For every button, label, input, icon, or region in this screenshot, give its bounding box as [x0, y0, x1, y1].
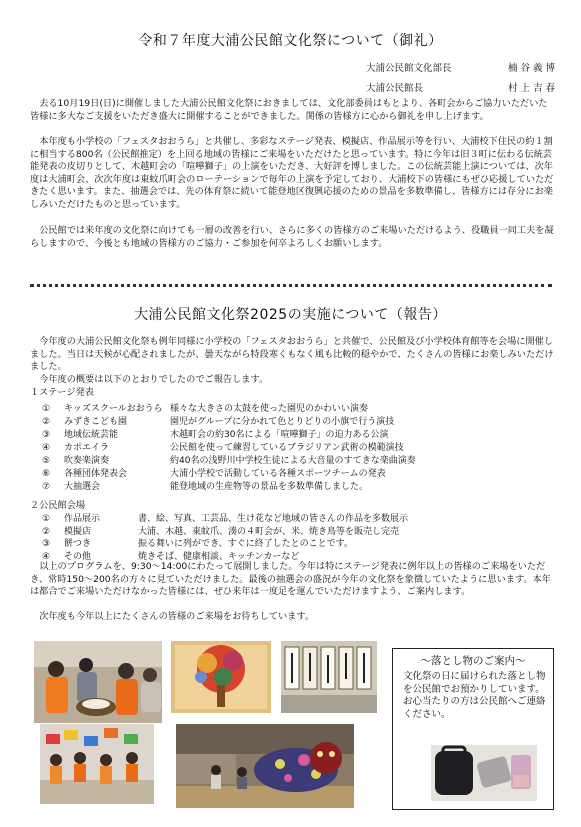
- program-item-number: ⑥: [42, 469, 51, 479]
- program-item-number: ②: [42, 526, 51, 537]
- program-item-name: カポエイラ: [64, 443, 110, 453]
- program-item: [42, 416, 394, 428]
- program-item: [42, 455, 416, 467]
- section2-closing: 以上のプログラムを、9:30～14:00にわたって展開しました。今年は特にステージ発表に例年以上の皆様のご来場をいただき、常時150～200名の方々に見ていただけました。最後の抽選会の盛況が今年の文化祭を象徴していたように思います。本年は都合でご来場いただけなかった皆様には、ぜひ来年は一度足を運んでいただけますよう、ご案内します。: [30, 561, 551, 597]
- program-item: [42, 481, 368, 493]
- stage-heading: １ステージ発表: [30, 387, 94, 398]
- section1-paragraph: 去る10月19日(日)に開催しました大浦公民館文化祭におきましては、文化部委員はもとより、各町会からご協力いただいた皆様に多大なご支援をいただき盛大に開催することができました。関係の皆様方に心から御礼を申し上げます。: [30, 98, 548, 122]
- section2-intro: 今年度の大浦公民館文化祭も例年同様に小学校の「フェスタおおうら」と共催で、公民館及び小学校体育館等を会場に開催しました。当日は天候が心配されましたが、曇天ながら特段寒くもなく風も比較的穏やかで、たくさんの皆様にお楽しみいただけました。: [30, 336, 554, 372]
- program-item-name: 模擬店: [64, 526, 92, 537]
- program-item-number: ⑤: [42, 456, 51, 466]
- program-item: [42, 513, 408, 525]
- mochi-pounding-photo: [34, 641, 162, 723]
- signature-name: 楠 谷 義 博: [507, 63, 555, 74]
- program-item: [42, 429, 388, 441]
- lost-and-found-title: ～落とし物のご案内～: [420, 655, 526, 667]
- program-item-number: ②: [42, 417, 51, 427]
- program-item-name: 餅つき: [64, 539, 92, 549]
- program-item-name: 各種団体発表会: [64, 469, 128, 479]
- program-item-number: ③: [42, 430, 51, 440]
- hall-heading: ２公民館会場: [30, 500, 86, 511]
- calligraphy-exhibit-photo: [281, 641, 377, 713]
- program-item-name: みずきこども園: [64, 417, 128, 427]
- program-item-description: 様々な大きさの太鼓を使った園児のかわいい演奏: [170, 404, 369, 414]
- lion-dance-photo: [176, 724, 354, 808]
- program-item-number: ①: [42, 514, 51, 524]
- program-item-number: ⑦: [42, 482, 51, 492]
- signature-role: 大浦公民館長: [365, 83, 423, 94]
- program-item-description: 約40名の浅野川中学校生徒による大音量のすてきな楽曲演奏: [170, 456, 416, 466]
- program-item-number: ④: [42, 443, 51, 453]
- flag-dance-photo: [40, 724, 154, 804]
- tree-artwork-photo: [171, 641, 271, 713]
- section1-paragraph: 本年度も小学校の「フェスタおおうら」と共催し、多彩なステージ発表、模擬店、作品展示等を行い、大浦校下住民の約１割に相当する800名（公民館推定）を上回る地域の皆様にご来場をいただけたと思っています。特に今年は旧３町に伝わる伝統芸能発表の皮切りとして、木越町会の「喧嘩獅子」の上演をいただき、大好評を博しました。この伝統芸能上演については、次年度は大浦町会、次次年度は東蚊爪町会のローテーションで毎年の上演を予定しており、大浦校下の皆様にもぜひ応援していただきたく思います。また、抽選会では、先の体育祭に続いて能登地区復興応援のための景品を多数準備し、皆様方には存分にお楽しみいただけたものと思っています。: [30, 136, 554, 210]
- program-item-description: 公民館を使って練習しているブラジリアン武術の模範演技: [170, 443, 404, 453]
- program-item: [42, 468, 386, 480]
- program-item-description: 能登地域の生産物等の景品を多数準備しました。: [170, 482, 369, 492]
- program-item-name: 地域伝統芸能: [64, 430, 119, 440]
- program-item-description: 焼きそば、健康相談、キッチンカーなど: [138, 551, 300, 562]
- program-item-description: 振る舞いに列ができ、すぐに終了したとのことです。: [138, 539, 353, 549]
- section2-intro: 今年度の概要は以下のとおりでしたのでご報告します。: [39, 374, 269, 385]
- program-item-name: その他: [64, 551, 92, 562]
- program-item-name: 作品展示: [64, 514, 101, 524]
- section2-closing: 次年度も今年以上にたくさんの皆様のご来場をお待ちしています。: [39, 611, 315, 622]
- section2-title: 大浦公民館文化祭2025の実施について（報告）: [134, 307, 447, 323]
- program-item: [42, 526, 399, 538]
- section1-paragraph: 公民館では来年度の文化祭に向けても一層の改善を行い、さらに多くの皆様方のご来場いただけるよう、役職員一同工夫を凝らしますので、今後とも地域の皆様方のご協力・ご参加を何卒よろしくお願いします。: [30, 225, 554, 249]
- program-item: [42, 403, 368, 415]
- program-item-description: 書、絵、写真、工芸品、生け花など地域の皆さんの作品を多数展示: [138, 514, 409, 524]
- lost-items-photo: [431, 745, 537, 801]
- program-item-number: ③: [42, 539, 51, 549]
- lost-and-found-box: [392, 648, 554, 810]
- program-item: [42, 442, 404, 454]
- program-item-description: 木越町会の約30名による「喧嘩獅子」の迫力ある公演: [170, 430, 389, 440]
- program-item-name: キッズスクールおおうら: [64, 404, 163, 414]
- program-item-number: ①: [42, 404, 51, 414]
- lost-and-found-text: 文化祭の日に届けられた落とし物を公民館でお預かりしています。お心当たりの方は公民館へご連絡ください。: [403, 671, 546, 720]
- program-item-description: 大浦、木越、東蚊爪、湊の４町会が、米、焼き鳥等を販売し完売: [138, 526, 400, 537]
- signature-director: [366, 80, 555, 94]
- signature-role: 大浦公民館文化部長: [365, 63, 452, 74]
- program-item-name: 大抽選会: [64, 482, 101, 492]
- signature-culture-chief: [366, 60, 555, 74]
- program-item-number: ④: [42, 551, 51, 562]
- section-divider: [30, 284, 552, 287]
- program-item-description: 大浦小学校で活動している各種スポーツチームの発表: [170, 469, 386, 479]
- program-item-name: 吹奏楽演奏: [64, 456, 110, 466]
- program-item-description: 園児がグループに分かれて色とりどりの小旗で行う演技: [170, 417, 395, 427]
- signature-name: 村 上 吉 春: [507, 83, 555, 94]
- program-item: [42, 538, 353, 550]
- section1-title: 令和７年度大浦公民館文化祭について（御礼）: [138, 33, 443, 49]
